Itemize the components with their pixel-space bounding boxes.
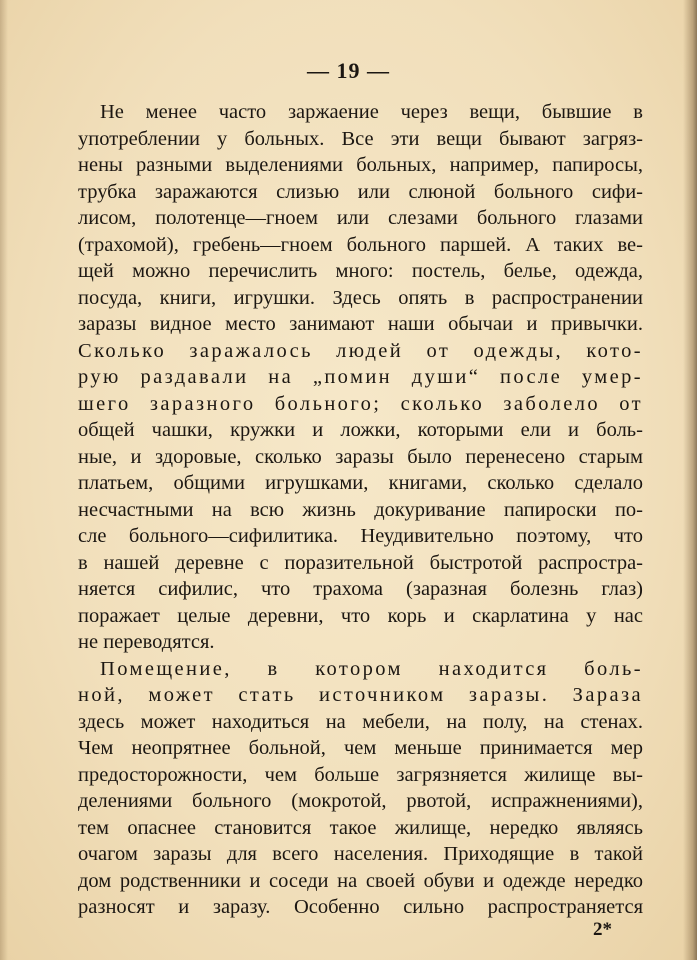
text-line: делениями больного (мокротой, рвотой, испражнениями), (78, 790, 643, 812)
text-line: ные, и здоровые, сколько заразы было перенесено старым (78, 445, 643, 468)
text-line: няется сифилис, что трахома (заразная болезнь глаз) (78, 578, 643, 600)
page-left-edge-shadow (0, 0, 8, 960)
text-line-emphasized: Помещение, в котором находится боль- (100, 657, 643, 680)
text-line: платьем, общими игрушками, книгами, сколько сделало (78, 472, 643, 494)
text-line: (трахомой), гребень—гноем больного паршей. А таких ве- (78, 233, 643, 256)
text-line: несчастными на всю жизнь докуривание папироски по- (78, 498, 643, 521)
page-right-edge-shadow (683, 0, 697, 960)
text-line: трубка заражаются слизью или слюной больного сифи- (78, 180, 643, 203)
text-line: лисом, полотенце—гноем или слезами больного глазами (78, 207, 643, 229)
text-line: поражает целые деревни, что корь и скарлатина у нас (78, 604, 643, 627)
text-line: предосторожности, чем больше загрязняется жилище вы- (78, 763, 643, 786)
text-line: сле больного—сифилитика. Неудивительно поэтому, что (78, 525, 643, 547)
text-line: тем опаснее становится такое жилище, нередко являясь (78, 816, 643, 839)
text-line: общей чашки, кружки и ложки, которыми ели и боль- (78, 419, 643, 441)
text-line-emphasized: Сколько заражалось людей от одежды, кото- (78, 339, 643, 362)
signature-mark: 2* (593, 919, 612, 940)
text-line: здесь может находиться на мебели, на полу, на стенах. (78, 710, 643, 733)
text-line-emphasized: рую раздавали на „помин души“ после умер- (78, 366, 643, 388)
text-line-emphasized: ной, может стать источником заразы. Зараза (78, 684, 643, 706)
text-line: в нашей деревне с поразительной быстротой распростра- (78, 551, 643, 574)
text-line-emphasized: шего заразного больного; сколько заболело от (78, 392, 643, 415)
text-line: посуда, книги, игрушки. Здесь опять в распространении (78, 286, 643, 309)
text-line: не переводятся. (78, 631, 215, 653)
text-line: Чем неопрятнее больной, чем меньше принимается мер (78, 737, 643, 759)
text-line: разносят и заразу. Особенно сильно распространяется (78, 896, 643, 918)
text-line: нены разными выделениями больных, например, папиросы, (78, 154, 643, 176)
text-line: заразы видное место занимают наши обычаи и привычки. (78, 313, 643, 335)
body-text (78, 99, 643, 921)
page-number: — 19 — (307, 58, 390, 83)
text-line: употреблении у больных. Все эти вещи бывают загряз- (78, 127, 643, 150)
text-line: щей можно перечислить много: постель, белье, одежда, (78, 260, 643, 282)
text-line: очагом заразы для всего населения. Приходящие в такой (78, 843, 643, 865)
text-line: Не менее часто заржаение через вещи, бывшие в (100, 101, 643, 123)
text-line: дом родственники и соседи на своей обуви и одежде нередко (78, 869, 643, 892)
